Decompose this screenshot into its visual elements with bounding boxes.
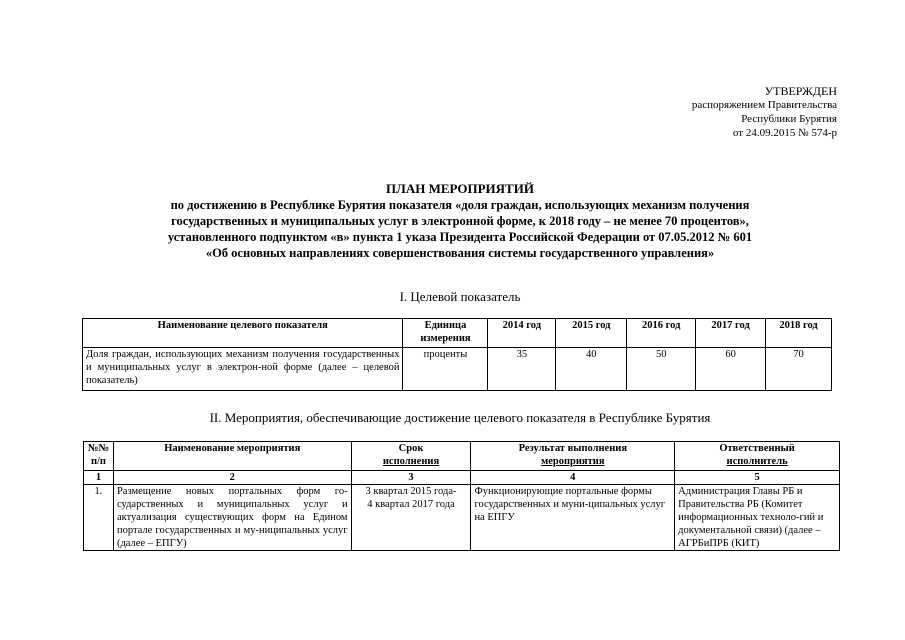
header-measure-name: Наименование мероприятия xyxy=(113,442,351,471)
section-1-heading: I. Целевой показатель xyxy=(399,289,521,304)
measures-table xyxy=(83,441,840,551)
header-2015: 2015 год xyxy=(556,319,627,348)
header-term-line-2: исполнения xyxy=(382,456,440,467)
column-number: 5 xyxy=(675,471,840,485)
indicator-unit: проценты xyxy=(403,348,488,391)
indicator-table xyxy=(82,318,832,391)
measure-term xyxy=(351,485,471,551)
value-2014: 35 xyxy=(488,348,556,391)
value-2017: 60 xyxy=(696,348,766,391)
header-result-line-1: Результат выполнения xyxy=(518,443,628,454)
measure-result: Функционирующие портальные формы государственных и муни-ципальных услуг на ЕПГУ xyxy=(471,485,675,551)
value-2018: 70 xyxy=(766,348,832,391)
measures-table-header xyxy=(84,442,840,471)
header-number xyxy=(84,442,114,471)
approval-stamp xyxy=(692,84,837,140)
header-2014: 2014 год xyxy=(488,319,556,348)
approval-heading: УТВЕРЖДЕН xyxy=(764,84,837,98)
header-indicator-name: Наименование целевого показателя xyxy=(83,319,403,348)
header-result xyxy=(471,442,675,471)
column-number: 1 xyxy=(84,471,114,485)
column-number: 2 xyxy=(113,471,351,485)
header-2017: 2017 год xyxy=(696,319,766,348)
header-unit-line-2: измерения xyxy=(420,333,471,344)
table-row xyxy=(84,485,840,551)
header-result-line-2: мероприятия xyxy=(541,456,605,467)
title-line-3: установленного подпунктом «в» пункта 1 указа Президента Российской Федерации от 07.05.2012 № 601 xyxy=(167,230,753,244)
column-numbers-row xyxy=(84,471,840,485)
column-number: 3 xyxy=(351,471,471,485)
measure-name: Размещение новых портальных форм го-сударственных и муниципальных услуг и актуализация существующих форм на Едином портале государственных и му-ниципальных услуг (далее – ЕПГУ) xyxy=(113,485,351,551)
indicator-table-header xyxy=(83,319,832,348)
header-2016: 2016 год xyxy=(627,319,696,348)
measure-responsible: Администрация Главы РБ и Правительства РБ (Комитет информационных техноло-гий и документальной связи) (далее – АГРБиПРБ (КИТ) xyxy=(675,485,840,551)
header-responsible xyxy=(675,442,840,471)
row-number: 1. xyxy=(84,485,114,551)
table-row xyxy=(83,348,832,391)
header-responsible-line-1: Ответственный xyxy=(719,443,795,454)
header-unit xyxy=(403,319,488,348)
header-term-line-1: Срок xyxy=(398,443,424,454)
approval-line-3: от 24.09.2015 № 574-р xyxy=(732,127,837,139)
indicator-name: Доля граждан, использующих механизм получения государственных и муниципальных услуг в электрон-ной форме (далее – целевой показатель) xyxy=(83,348,403,391)
header-2018: 2018 год xyxy=(766,319,832,348)
column-number: 4 xyxy=(471,471,675,485)
title-line-2: государственных и муниципальных услуг в электронной форме, к 2018 году – не менее 70 процентов», xyxy=(171,214,749,228)
title-main: ПЛАН МЕРОПРИЯТИЙ xyxy=(386,181,534,196)
value-2016: 50 xyxy=(627,348,696,391)
header-responsible-line-2: исполнитель xyxy=(726,456,788,467)
approval-line-2: Республики Бурятия xyxy=(741,113,837,125)
header-term xyxy=(351,442,471,471)
approval-line-1: распоряжением Правительства xyxy=(691,99,837,111)
title-line-1: по достижению в Республике Бурятия показателя «доля граждан, использующих механизм получения xyxy=(170,198,750,212)
header-unit-line-1: Единица xyxy=(424,320,467,331)
header-number-line-1: №№ xyxy=(87,443,110,454)
measure-term-line-2: 4 квартал 2017 года xyxy=(367,499,455,510)
measure-term-line-1: 3 квартал 2015 года- xyxy=(365,486,457,497)
section-2-heading: II. Мероприятия, обеспечивающие достижение целевого показателя в Республике Бурятия xyxy=(209,410,711,425)
value-2015: 40 xyxy=(556,348,627,391)
document-title xyxy=(60,181,860,261)
header-number-line-2: п/п xyxy=(90,456,106,467)
title-line-4: «Об основных направлениях совершенствования системы государственного управления» xyxy=(205,246,715,260)
